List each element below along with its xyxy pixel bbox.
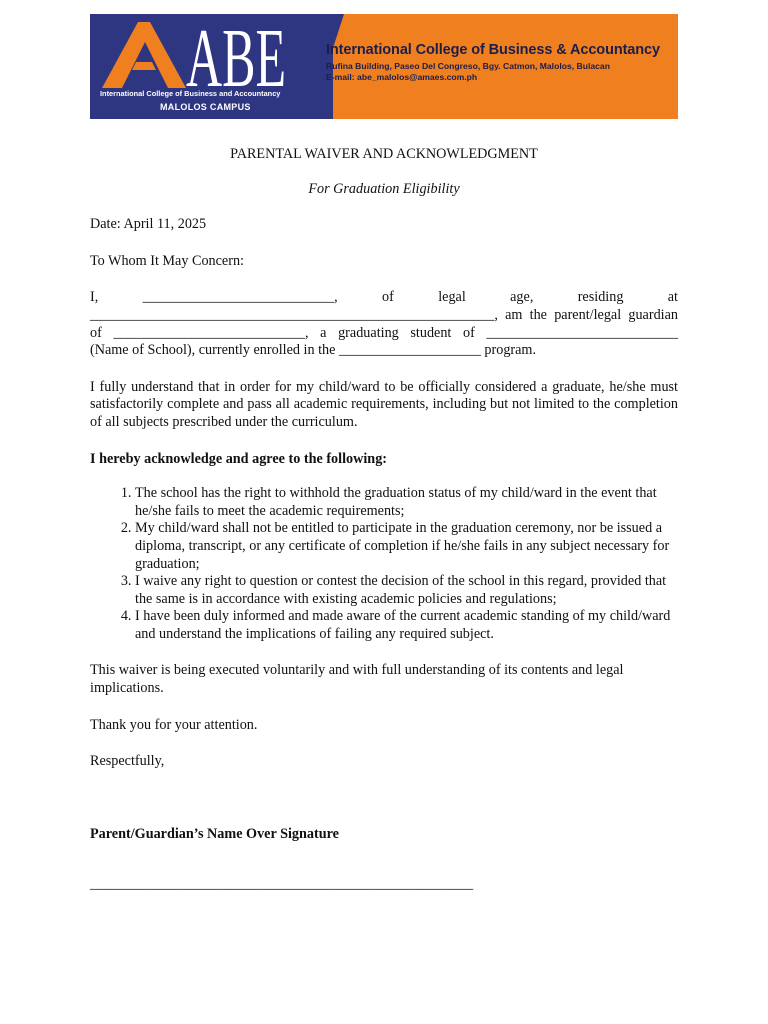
letterhead-banner	[90, 14, 678, 119]
college-email: E-mail: abe_malolos@amaes.com.ph	[326, 72, 478, 82]
document-subtitle: For Graduation Eligibility	[308, 180, 460, 197]
intro-line-4: (Name of School), currently enrolled in the ____________________ program.	[90, 342, 537, 359]
logo-subtitle: International College of Business and Accountancy	[100, 89, 281, 98]
logo-letters: ABE	[186, 18, 286, 90]
thanks-line: Thank you for your attention.	[90, 716, 258, 733]
term-item: 2. My child/ward shall not be entitled to participate in the graduation ceremony, nor be issued a diploma, transcript, or any certificate of completion if he/she fails in any subject necessary for graduation;	[135, 520, 678, 573]
intro-paragraph	[90, 289, 678, 359]
terms-list	[90, 485, 678, 643]
abe-logo	[98, 18, 288, 90]
document-date: Date: April 11, 2025	[90, 216, 207, 233]
intro-line-2: _________________________________________________________, am the parent/legal guardian	[90, 306, 678, 323]
college-name: International College of Business & Accountancy	[326, 42, 660, 58]
term-item: 4. I have been duly informed and made aware of the current academic standing of my child/ward and understand the implications of failing any required subject.	[135, 608, 678, 643]
document-title: PARENTAL WAIVER AND ACKNOWLEDGMENT	[230, 146, 538, 162]
voluntary-paragraph: This waiver is being executed voluntarily and with full understanding of its contents and legal implications.	[90, 662, 624, 697]
college-info	[326, 42, 676, 82]
document-body	[90, 146, 678, 771]
college-address: Rufina Building, Paseo Del Congreso, Bgy. Catmon, Malolos, Bulacan	[326, 61, 610, 71]
closing-line: Respectfully,	[90, 753, 165, 770]
signature-line: ______________________________________________________	[90, 876, 474, 892]
intro-line-1: I, ___________________________, of legal age, residing at	[90, 289, 678, 306]
campus-label: MALOLOS CAMPUS	[160, 102, 251, 112]
understanding-paragraph: I fully understand that in order for my child/ward to be officially considered a graduate, he/she must satisfactorily complete and pass all academic requirements, including but not limited to the completion of all subjects prescribed under the curriculum.	[90, 378, 678, 430]
acknowledge-heading: I hereby acknowledge and agree to the following:	[90, 450, 388, 467]
term-item: 3. I waive any right to question or contest the decision of the school in this regard, provided that the same is in accordance with existing academic policies and regulations;	[135, 573, 678, 608]
term-item: 1. The school has the right to withhold the graduation status of my child/ward in the event that he/she fails to meet the academic requirements;	[135, 485, 678, 520]
signature-label: Parent/Guardian’s Name Over Signature	[90, 826, 339, 842]
salutation: To Whom It May Concern:	[90, 252, 244, 269]
intro-line-3: of ___________________________, a graduating student of ___________________________	[90, 324, 678, 341]
